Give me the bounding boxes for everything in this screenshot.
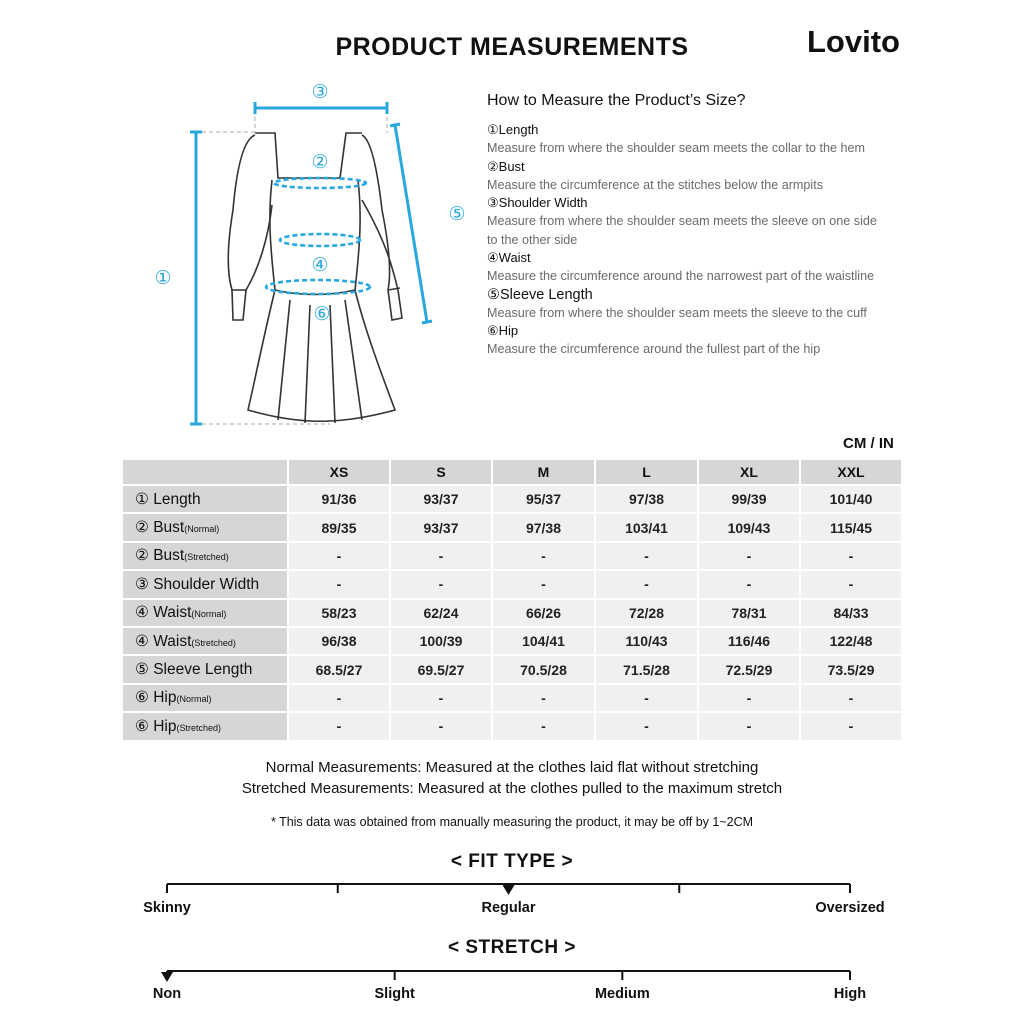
stretch-scale: [0, 962, 1024, 987]
measure-item: [487, 158, 887, 195]
table-cell: 97/38: [596, 486, 699, 514]
table-cell: 103/41: [596, 514, 699, 542]
table-cell: 62/24: [391, 600, 493, 628]
measure-label: ②Bust: [487, 158, 525, 174]
table-cell: 95/37: [493, 486, 596, 514]
table-cell: -: [493, 685, 596, 713]
table-cell: 93/37: [391, 486, 493, 514]
table-cell: -: [596, 685, 699, 713]
table-cell: 68.5/27: [289, 656, 391, 684]
table-cell: -: [699, 571, 801, 599]
table-cell: -: [289, 571, 391, 599]
row-label: ⑥ Hip(Normal): [123, 685, 289, 713]
table-cell: 89/35: [289, 514, 391, 542]
table-row: [123, 486, 903, 514]
table-row: [123, 713, 903, 741]
table-cell: 72.5/29: [699, 656, 801, 684]
measure-label: ⑤Sleeve Length: [487, 286, 593, 303]
measure-label: ⑥Hip: [487, 323, 519, 338]
table-cell: -: [493, 543, 596, 571]
measure-desc: Measure from where the shoulder seam meets the sleeve on one side to the other side: [487, 214, 877, 247]
row-label: ⑥ Hip(Stretched): [123, 713, 289, 741]
circumference-lines: [266, 178, 370, 294]
row-label: ② Bust(Normal): [123, 514, 289, 542]
measure-desc: Measure the circumference around the narrowest part of the waistline: [487, 269, 875, 283]
table-cell: 97/38: [493, 514, 596, 542]
row-label: ④ Waist(Normal): [123, 600, 289, 628]
table-cell: 109/43: [699, 514, 801, 542]
table-cell: -: [493, 713, 596, 741]
size-header: S: [391, 460, 493, 486]
table-row: [123, 656, 903, 684]
size-header: L: [596, 460, 699, 486]
row-label: ① Length: [123, 486, 289, 514]
marker-3: ③: [311, 82, 329, 103]
measure-desc: Measure the circumference at the stitches below the armpits: [487, 177, 823, 192]
table-cell: -: [391, 571, 493, 599]
table-cell: 99/39: [699, 486, 801, 514]
how-to-measure: [487, 92, 887, 359]
table-cell: -: [289, 543, 391, 571]
table-cell: 73.5/29: [801, 656, 903, 684]
table-cell: 70.5/28: [493, 656, 596, 684]
fit-type-scale: [0, 875, 1024, 900]
table-cell: 122/48: [801, 628, 903, 656]
table-cell: 78/31: [699, 600, 801, 628]
stretched-note: Stretched Measurements: Measured at the clothes pulled to the maximum stretch: [241, 780, 783, 797]
table-cell: -: [289, 685, 391, 713]
table-cell: 110/43: [596, 628, 699, 656]
marker-6: ⑥: [313, 304, 331, 325]
row-label: ② Bust(Stretched): [123, 543, 289, 571]
table-cell: -: [391, 685, 493, 713]
table-cell: -: [391, 543, 493, 571]
table-cell: 115/45: [801, 514, 903, 542]
table-corner: [123, 460, 289, 486]
table-cell: 101/40: [801, 486, 903, 514]
table-cell: -: [699, 685, 801, 713]
stretch-label: Medium: [594, 986, 650, 1002]
table-cell: -: [801, 685, 903, 713]
disclaimer: * This data was obtained from manually measuring the product, it may be off by 1~2CM: [270, 815, 754, 829]
table-cell: -: [699, 713, 801, 741]
size-header: M: [493, 460, 596, 486]
dress-outline: [228, 133, 402, 423]
table-cell: 91/36: [289, 486, 391, 514]
table-cell: 58/23: [289, 600, 391, 628]
table-cell: -: [596, 543, 699, 571]
table-cell: 84/33: [801, 600, 903, 628]
table-cell: -: [596, 713, 699, 741]
stretch-pointer: [161, 972, 173, 982]
table-cell: 72/28: [596, 600, 699, 628]
measure-label: ④Waist: [487, 250, 531, 265]
size-header: XL: [699, 460, 801, 486]
table-cell: -: [801, 713, 903, 741]
fit_type-label: Regular: [481, 900, 536, 916]
measure-desc: Measure from where the shoulder seam meets the collar to the hem: [487, 141, 865, 155]
brand-logo: Lovito: [807, 24, 900, 59]
table-cell: 116/46: [699, 628, 801, 656]
table-cell: 66/26: [493, 600, 596, 628]
size-header: XS: [289, 460, 391, 486]
row-label: ④ Waist(Stretched): [123, 628, 289, 656]
table-row: [123, 571, 903, 599]
marker-1: ①: [154, 268, 172, 289]
table-cell: 100/39: [391, 628, 493, 656]
size-header: XXL: [801, 460, 903, 486]
measure-desc: Measure the circumference around the fullest part of the hip: [487, 342, 821, 356]
how-to-title: How to Measure the Product’s Size?: [487, 92, 746, 109]
measure-item: [487, 286, 887, 323]
sleeve-line: [395, 125, 427, 322]
table-cell: -: [493, 571, 596, 599]
table-row: [123, 685, 903, 713]
fit-type-title: < FIT TYPE >: [450, 851, 574, 872]
stretch-title: < STRETCH >: [448, 937, 576, 958]
measure-desc: Measure from where the shoulder seam meets the sleeve to the cuff: [487, 305, 867, 320]
table-cell: -: [391, 713, 493, 741]
table-cell: 69.5/27: [391, 656, 493, 684]
fit_type-label: Skinny: [143, 900, 191, 916]
table-cell: 71.5/28: [596, 656, 699, 684]
table-cell: 93/37: [391, 514, 493, 542]
measure-item: [487, 194, 887, 249]
table-row: [123, 628, 903, 656]
table-cell: -: [801, 543, 903, 571]
table-cell: -: [699, 543, 801, 571]
table-row: [123, 600, 903, 628]
table-row: [123, 543, 903, 571]
table-cell: -: [596, 571, 699, 599]
table-cell: -: [801, 571, 903, 599]
marker-4: ④: [311, 255, 329, 276]
row-label: ③ Shoulder Width: [123, 571, 289, 599]
dress-measurement-diagram: [140, 75, 480, 435]
table-header-row: [123, 460, 903, 486]
measure-label: ③Shoulder Width: [487, 195, 588, 210]
measure-label: ①Length: [487, 122, 539, 137]
table-cell: 104/41: [493, 628, 596, 656]
fit-type-pointer: [503, 885, 515, 895]
measure-item: [487, 121, 887, 158]
stretch-label: High: [833, 986, 867, 1002]
guide-lines: [195, 110, 387, 424]
stretch-label: Slight: [374, 986, 415, 1002]
measure-item: [487, 322, 887, 359]
stretch-label: Non: [152, 986, 182, 1002]
marker-2: ②: [311, 152, 329, 173]
table-cell: -: [289, 713, 391, 741]
fit_type-label: Oversized: [815, 900, 885, 916]
table-cell: 96/38: [289, 628, 391, 656]
normal-note: Normal Measurements: Measured at the clothes laid flat without stretching: [265, 759, 759, 776]
marker-5: ⑤: [448, 204, 466, 225]
size-table: [123, 460, 903, 742]
measure-item: [487, 249, 887, 286]
unit-label: CM / IN: [843, 435, 894, 452]
row-label: ⑤ Sleeve Length: [123, 656, 289, 684]
table-row: [123, 514, 903, 542]
page-title: PRODUCT MEASUREMENTS: [335, 33, 689, 61]
